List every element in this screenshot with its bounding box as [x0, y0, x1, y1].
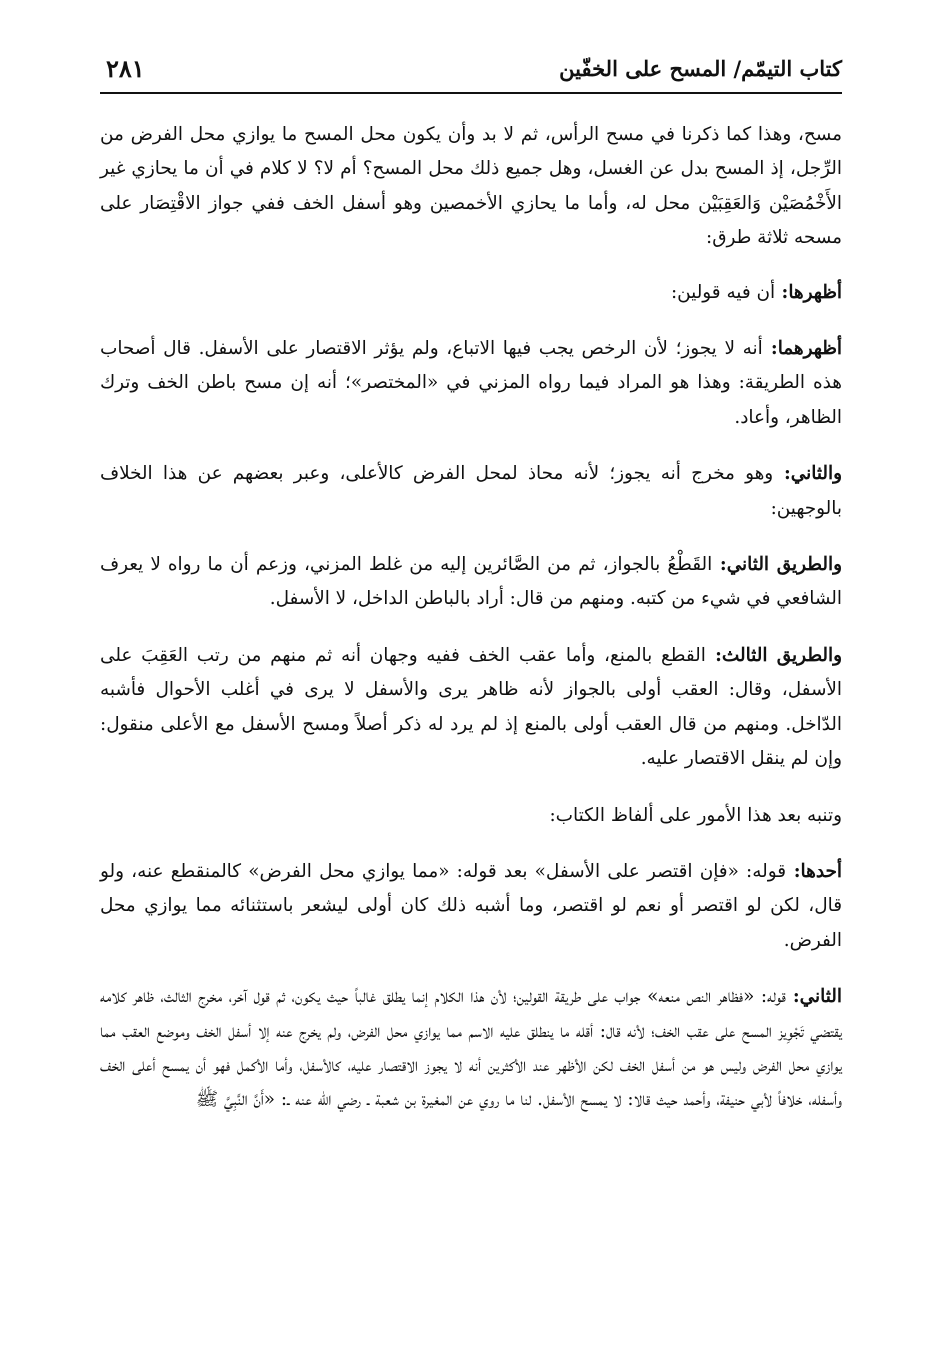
paragraph [100, 980, 842, 1118]
paragraph [100, 855, 842, 958]
paragraph-lead: والطريق الثاني [726, 554, 842, 576]
paragraph-text: وتنبه بعد هذا الأمور على ألفاظ الكتاب: [549, 804, 842, 826]
paragraph [100, 548, 842, 617]
paragraph [100, 457, 842, 526]
paragraph-text: القطع بالمنع، وأما عقب الخف ففيه وجهان أنه ثم منهم من رتب العَقِبَ على الأسفل، وقال: العقب أولى بالجواز لأنه ظاهر يرى والأسفل لا يرى في أغلب الأحوال فأشبه الدّاخل. ومنهم من قال العقب أولى بالمنع إذ لم يرد له ذكر أصلاً ومسح الأسفل مع الأعلى منقول: وإن لم ينقل الاقتصار عليه. [100, 644, 842, 770]
paragraph-lead: الثاني [799, 986, 842, 1008]
paragraph-lead: والطريق الثالث [721, 644, 842, 666]
paragraph-text: قوله: «فظاهر النص منعه» جواب على طريقة القولين؛ لأن هذا الكلام إنما يطلق غالباً حيث يكون، ثم قول آخر، مخرج الثالث، ظاهر كلامه يقتضي تَجْوِيز المسح على عقب الخف؛ لأنه قال: أقله ما ينطلق عليه الاسم مما يوازي محل الفرض، ولم يخرج عنه إلا أسفل الخف وموضع العقب مما يوازي محل الفرض وليس هو من أسفل الخف لكن الأظهر عند الأكثرين أنه لا يجوز الاقتصار عليه، كالأسفل، وأما الأكمل فهو أن يمسح أعلى الخف وأسفله، خلافاً لأبي حنيفة، وأحمد حيث قالا: لا يمسح الأسفل. لنا ما روي عن المغيرة بن شعبة ـ رضي الله عنه ـ: «أَنَّ النَّبِيَّ ﷺ [100, 986, 842, 1111]
paragraph [100, 118, 842, 256]
paragraph-lead: أظهرها [788, 281, 842, 303]
lead-separator: : [786, 860, 801, 882]
paragraph [100, 799, 842, 833]
paragraph [100, 332, 842, 435]
lead-separator: : [785, 986, 800, 1008]
paragraph-text: قوله: «فإن اقتصر على الأسفل» بعد قوله: «مما يوازي محل الفرض» كالمنقطع عنه، ولو قال، لكن لو اقتصر أو نعم لو اقتصر، وما أشبه ذلك كان أولى ليشعر باستثنائه مما يوازي محل الفرض. [100, 860, 842, 951]
lead-separator: : [712, 554, 727, 576]
lead-separator: : [775, 281, 789, 303]
paragraph [100, 276, 842, 310]
running-header [100, 52, 842, 94]
paragraph [100, 639, 842, 777]
paragraph-text: أن فيه قولين: [670, 281, 776, 303]
paragraph-text: وهو مخرج أنه يجوز؛ لأنه محاذ لمحل الفرض كالأعلى، وعبر بعضهم عن هذا الخلاف بالوجهين: [100, 463, 842, 519]
paragraph-lead: أحدها [800, 860, 842, 882]
paragraph-text: مسح، وهذا كما ذكرنا في مسح الرأس، ثم لا بد وأن يكون محل المسح ما يوازي محل الفرض من الرِّجل، إذ المسح بدل عن الغسل، وهل جميع ذلك محل المسح؟ أم لا؟ لا كلام في أن ما يحازي غير الأَخْمُصَيْن وَالعَقِبَيْن محل له، وأما ما يحازي الأخمصين وهو أسفل الخف ففي جواز الاقْتِصَار على مسحه ثلاثة طرق: [100, 124, 842, 249]
paragraph-text: القَطْعُ بالجواز، ثم من الصَّائرين إليه من غلط المزني، وزعم أن ما رواه لا يعرف الشافعي في شيء من كتبه. ومنهم من قال: أراد بالباطن الداخل، لا الأسفل. [100, 554, 842, 610]
paragraph-text: أنه لا يجوز؛ لأن الرخص يجب فيها الاتباع، ولم يؤثر الاقتصار على الأسفل. قال أصحاب هذه الطريقة: وهذا هو المراد فيما رواه المزني في «المختصر»؛ أنه إن مسح باطن الخف وترك الظاهر، وأعاد. [100, 338, 842, 428]
lead-separator: : [762, 338, 778, 360]
paragraph-lead: والثاني [790, 463, 842, 485]
page-body [100, 118, 842, 1118]
lead-separator: : [705, 644, 722, 666]
lead-separator: : [773, 463, 791, 485]
page-number: ٢٨١ [106, 54, 145, 83]
book-title: كتاب التيمّم/ المسح على الخفّين [559, 56, 842, 81]
paragraph-lead: أظهرهما [777, 338, 842, 360]
book-page [100, 52, 842, 1140]
